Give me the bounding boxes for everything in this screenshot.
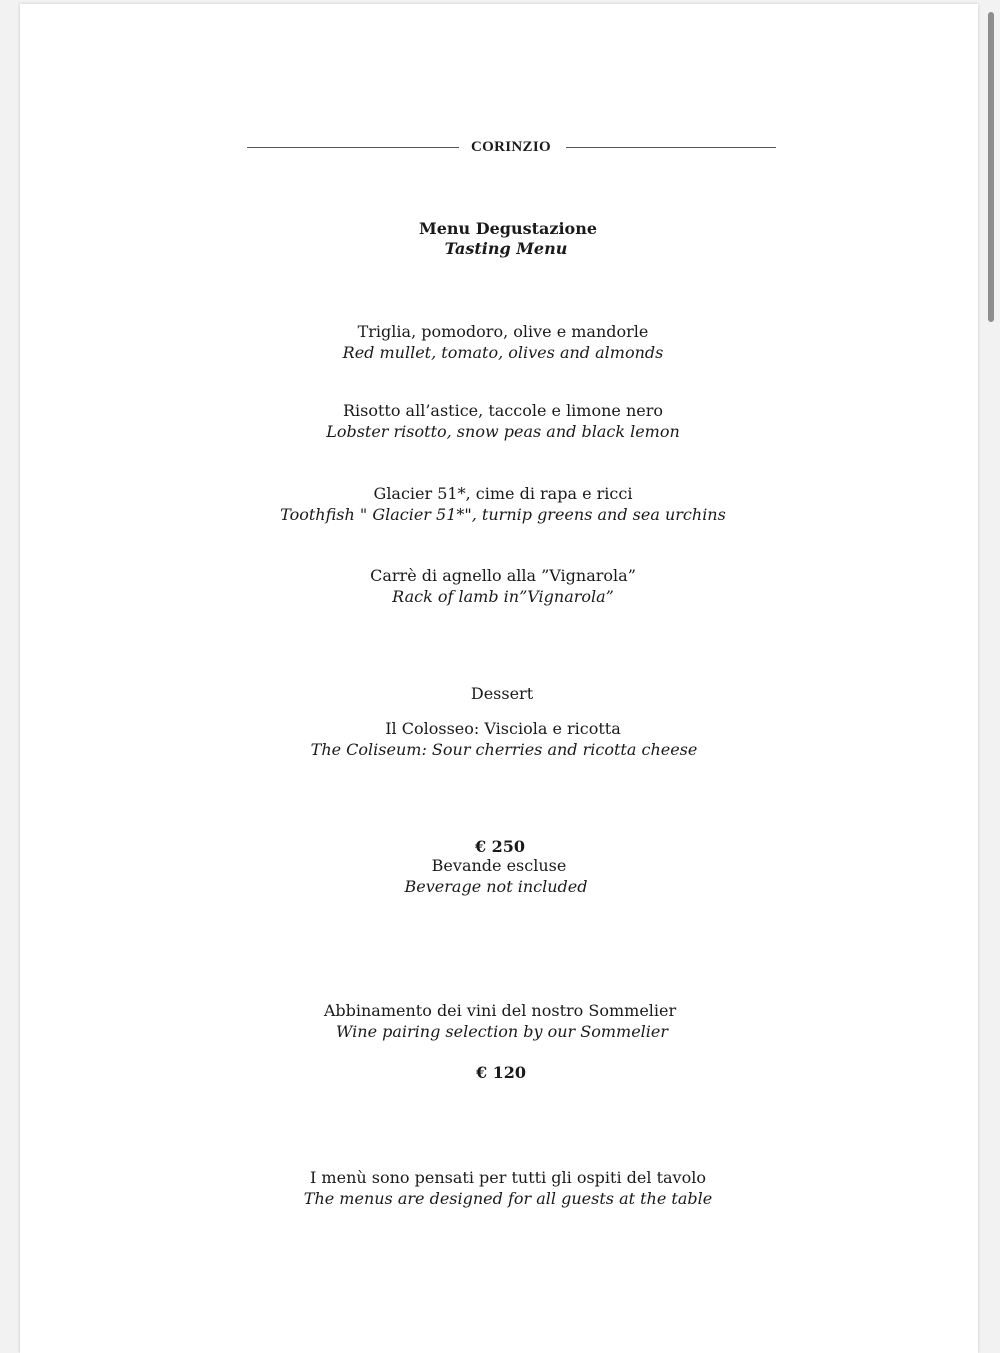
course-1-italian: Triglia, pomodoro, olive e mandorle	[357, 322, 649, 341]
dessert-italian: Il Colosseo: Visciola e ricotta	[385, 719, 621, 738]
beverage-note-english: Beverage not included	[404, 877, 588, 896]
wine-pairing-price: € 120	[475, 1063, 527, 1082]
course-4-italian: Carrè di agnello alla ”Vignarola”	[370, 566, 636, 585]
course-2-english: Lobster risotto, snow peas and black lemon	[326, 422, 680, 441]
dessert-english: The Coliseum: Sour cherries and ricotta cheese	[310, 740, 698, 759]
course-1-english: Red mullet, tomato, olives and almonds	[342, 343, 664, 362]
menu-title-english: Tasting Menu	[444, 239, 568, 258]
course-3-italian: Glacier 51*, cime di rapa e ricci	[373, 484, 633, 503]
menu-page	[20, 4, 978, 1353]
dessert-heading: Dessert	[470, 684, 534, 703]
restaurant-name: CORINZIO	[471, 139, 551, 155]
course-3-english: Toothfish " Glacier 51*", turnip greens and sea urchins	[280, 505, 726, 524]
course-2-italian: Risotto all’astice, taccole e limone nero	[342, 401, 664, 420]
footer-note-english: The menus are designed for all guests at the table	[303, 1189, 713, 1208]
wine-pairing-english: Wine pairing selection by our Sommelier	[335, 1022, 669, 1041]
scrollbar-track[interactable]	[982, 0, 1000, 1353]
menu-price: € 250	[474, 837, 526, 856]
beverage-note-italian: Bevande escluse	[431, 856, 567, 875]
menu-title-italian: Menu Degustazione	[418, 219, 597, 238]
footer-note-italian: I menù sono pensati per tutti gli ospiti del tavolo	[310, 1168, 706, 1187]
course-4-english: Rack of lamb in”Vignarola”	[392, 587, 614, 606]
wine-pairing-italian: Abbinamento dei vini del nostro Sommelier	[323, 1001, 677, 1020]
scrollbar-thumb[interactable]	[988, 12, 994, 322]
